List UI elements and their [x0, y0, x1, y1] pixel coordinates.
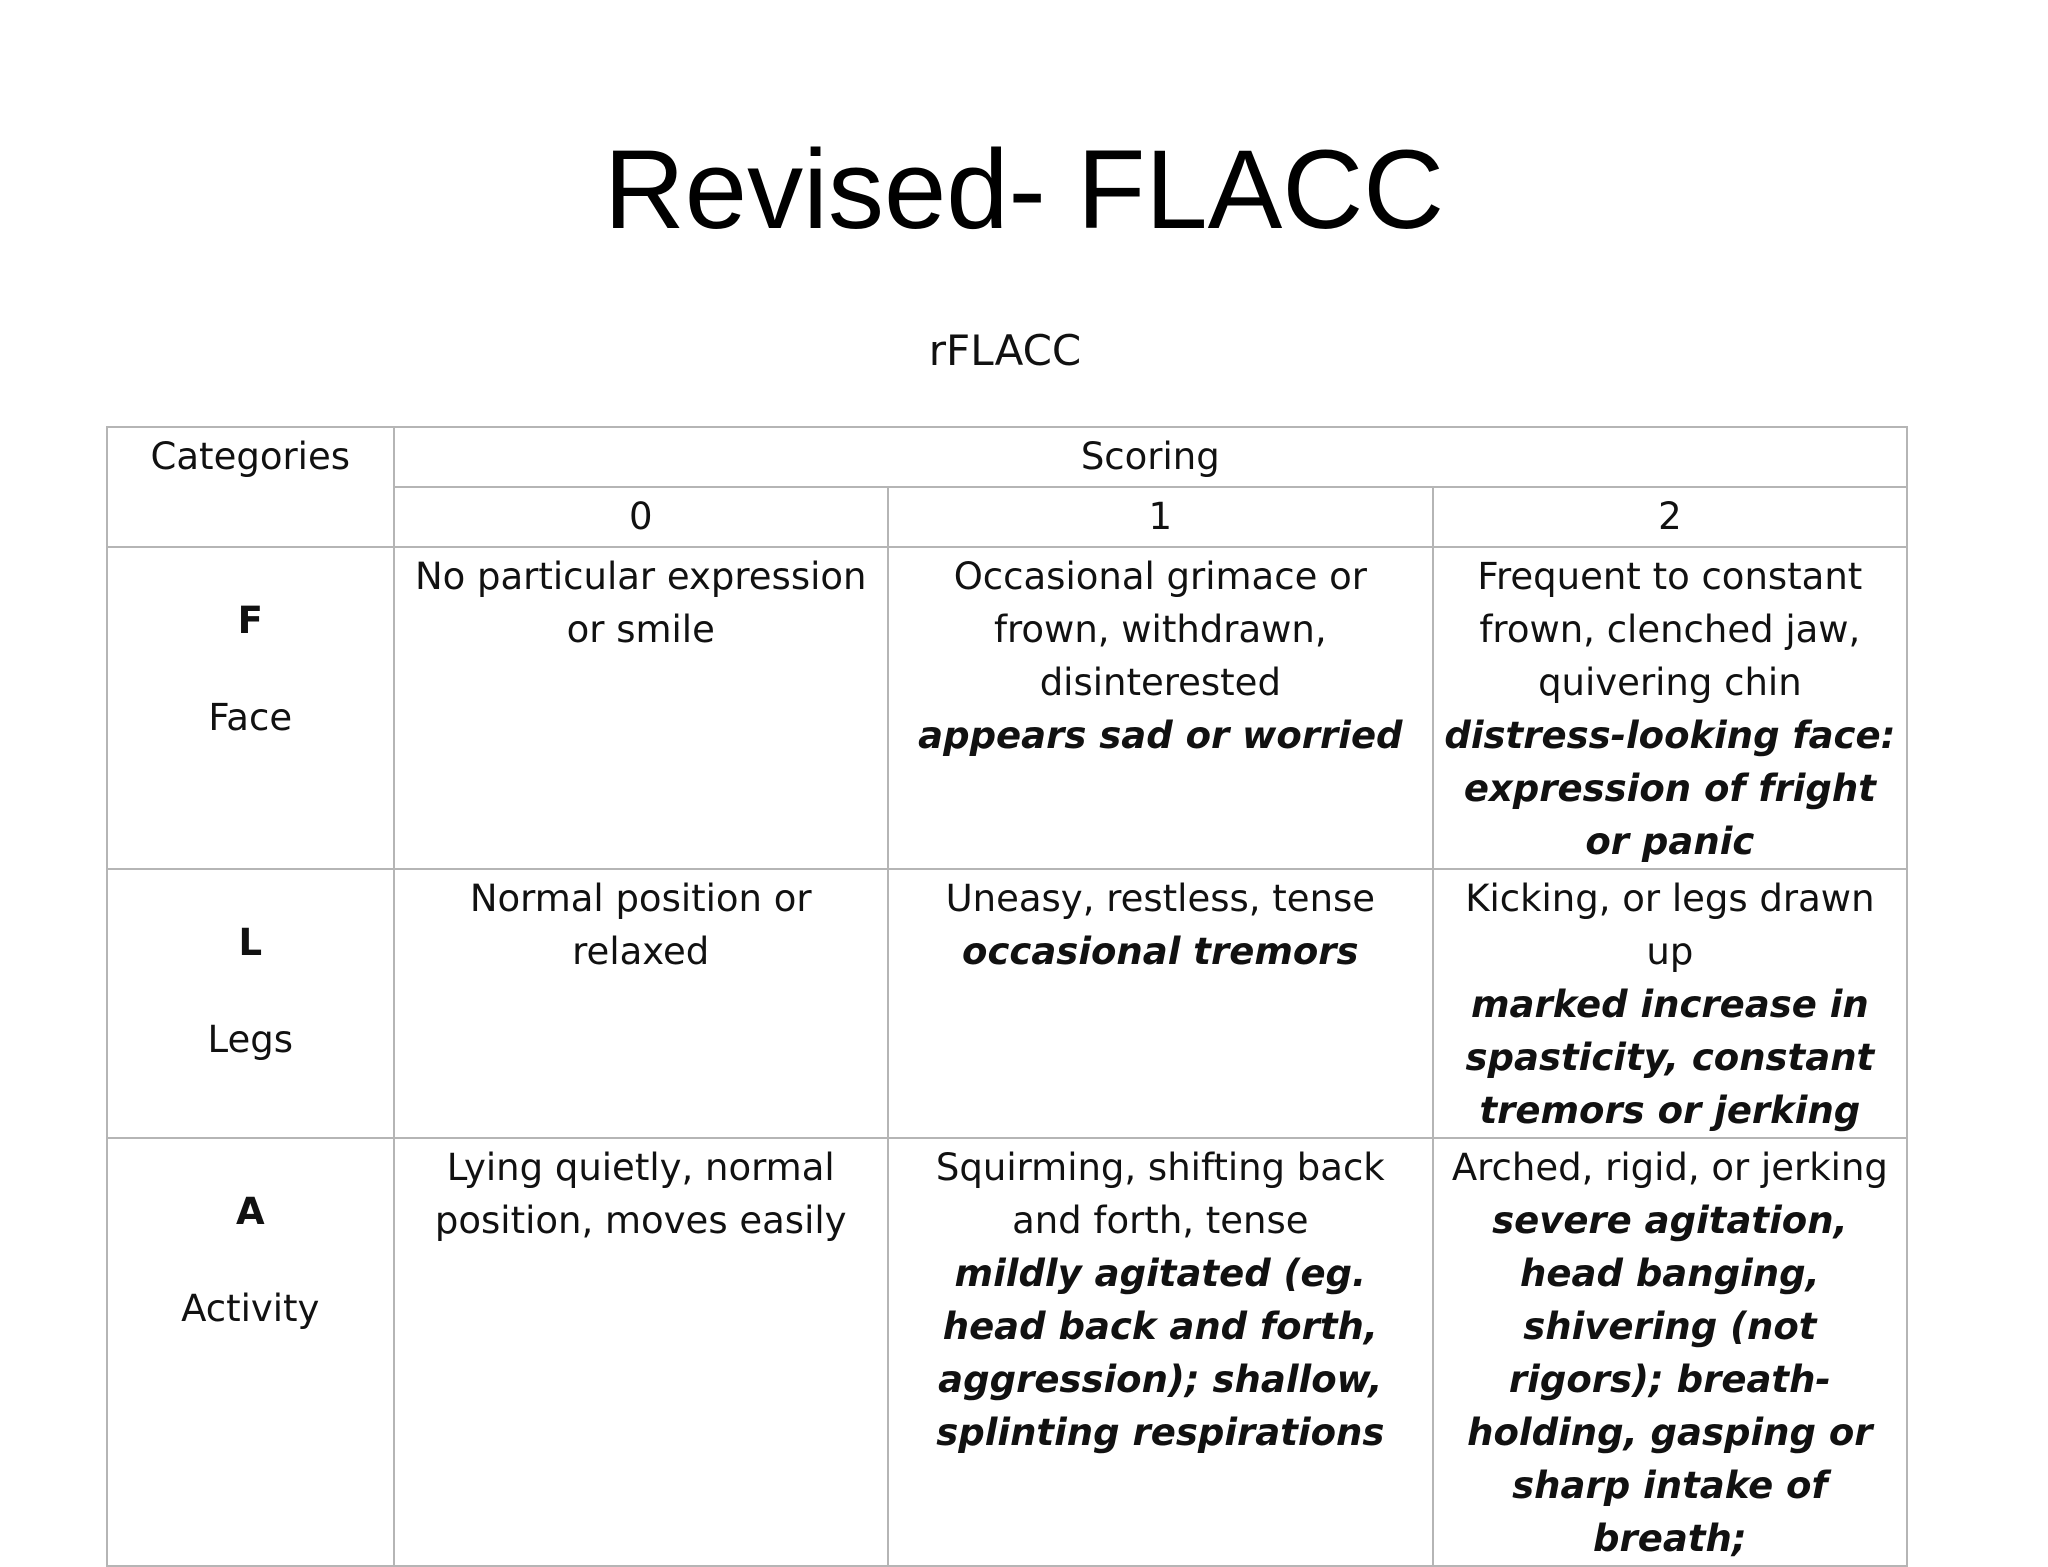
score-cell-activity-0	[394, 1138, 888, 1566]
category-cell-legs	[107, 869, 394, 1138]
table-row-face	[107, 547, 1907, 869]
score-text: Frequent to constant frown, clenched jaw, quivering chin	[1477, 555, 1863, 704]
header-score-1: 1	[888, 487, 1433, 547]
score-text: No particular expression or smile	[414, 555, 867, 651]
header-categories: Categories	[107, 427, 394, 547]
score-text: Occasional grimace or frown, withdrawn, disinterested	[953, 555, 1367, 704]
score-text: Kicking, or legs drawn up	[1465, 877, 1875, 973]
category-letter: L	[238, 921, 263, 964]
score-text-revised: severe agitation, head banging, shivering (not rigors); breath-holding, gasping or sharp intake of breath;	[1467, 1199, 1873, 1560]
slide-title: Revised- FLACC	[603, 127, 1445, 252]
table-caption: rFLACC	[928, 326, 1082, 375]
category-cell-activity	[107, 1138, 394, 1566]
category-name: Legs	[207, 1018, 294, 1061]
category-letter: F	[237, 599, 263, 642]
category-letter: A	[235, 1190, 265, 1233]
score-text-revised: occasional tremors	[962, 930, 1359, 973]
score-text: Squirming, shifting back and forth, tense	[935, 1146, 1385, 1242]
score-cell-activity-2	[1433, 1138, 1907, 1566]
score-cell-face-0	[394, 547, 888, 869]
category-name: Face	[208, 696, 293, 739]
score-cell-face-1	[888, 547, 1433, 869]
header-score-2: 2	[1433, 487, 1907, 547]
category-cell-face	[107, 547, 394, 869]
header-scoring: Scoring	[394, 427, 1907, 487]
score-cell-legs-2	[1433, 869, 1907, 1138]
score-text: Lying quietly, normal position, moves easily	[434, 1146, 847, 1242]
table-row-activity	[107, 1138, 1907, 1566]
score-cell-face-2	[1433, 547, 1907, 869]
score-text: Arched, rigid, or jerking	[1451, 1146, 1888, 1189]
header-row-top	[107, 427, 1907, 487]
score-text-revised: marked increase in spasticity, constant tremors or jerking	[1465, 983, 1875, 1132]
score-text-revised: distress-looking face: expression of fright or panic	[1444, 714, 1896, 863]
score-text: Uneasy, restless, tense	[945, 877, 1376, 920]
score-text-revised: appears sad or worried	[918, 714, 1403, 757]
score-text: Normal position or relaxed	[469, 877, 812, 973]
score-cell-legs-0	[394, 869, 888, 1138]
rflacc-table-container	[106, 426, 1908, 1560]
rflacc-table	[106, 426, 1908, 1567]
score-text-revised: mildly agitated (eg. head back and forth, aggression); shallow, splinting respirations	[936, 1252, 1385, 1454]
score-cell-legs-1	[888, 869, 1433, 1138]
header-score-0: 0	[394, 487, 888, 547]
score-cell-activity-1	[888, 1138, 1433, 1566]
table-row-legs	[107, 869, 1907, 1138]
category-name: Activity	[181, 1287, 320, 1330]
